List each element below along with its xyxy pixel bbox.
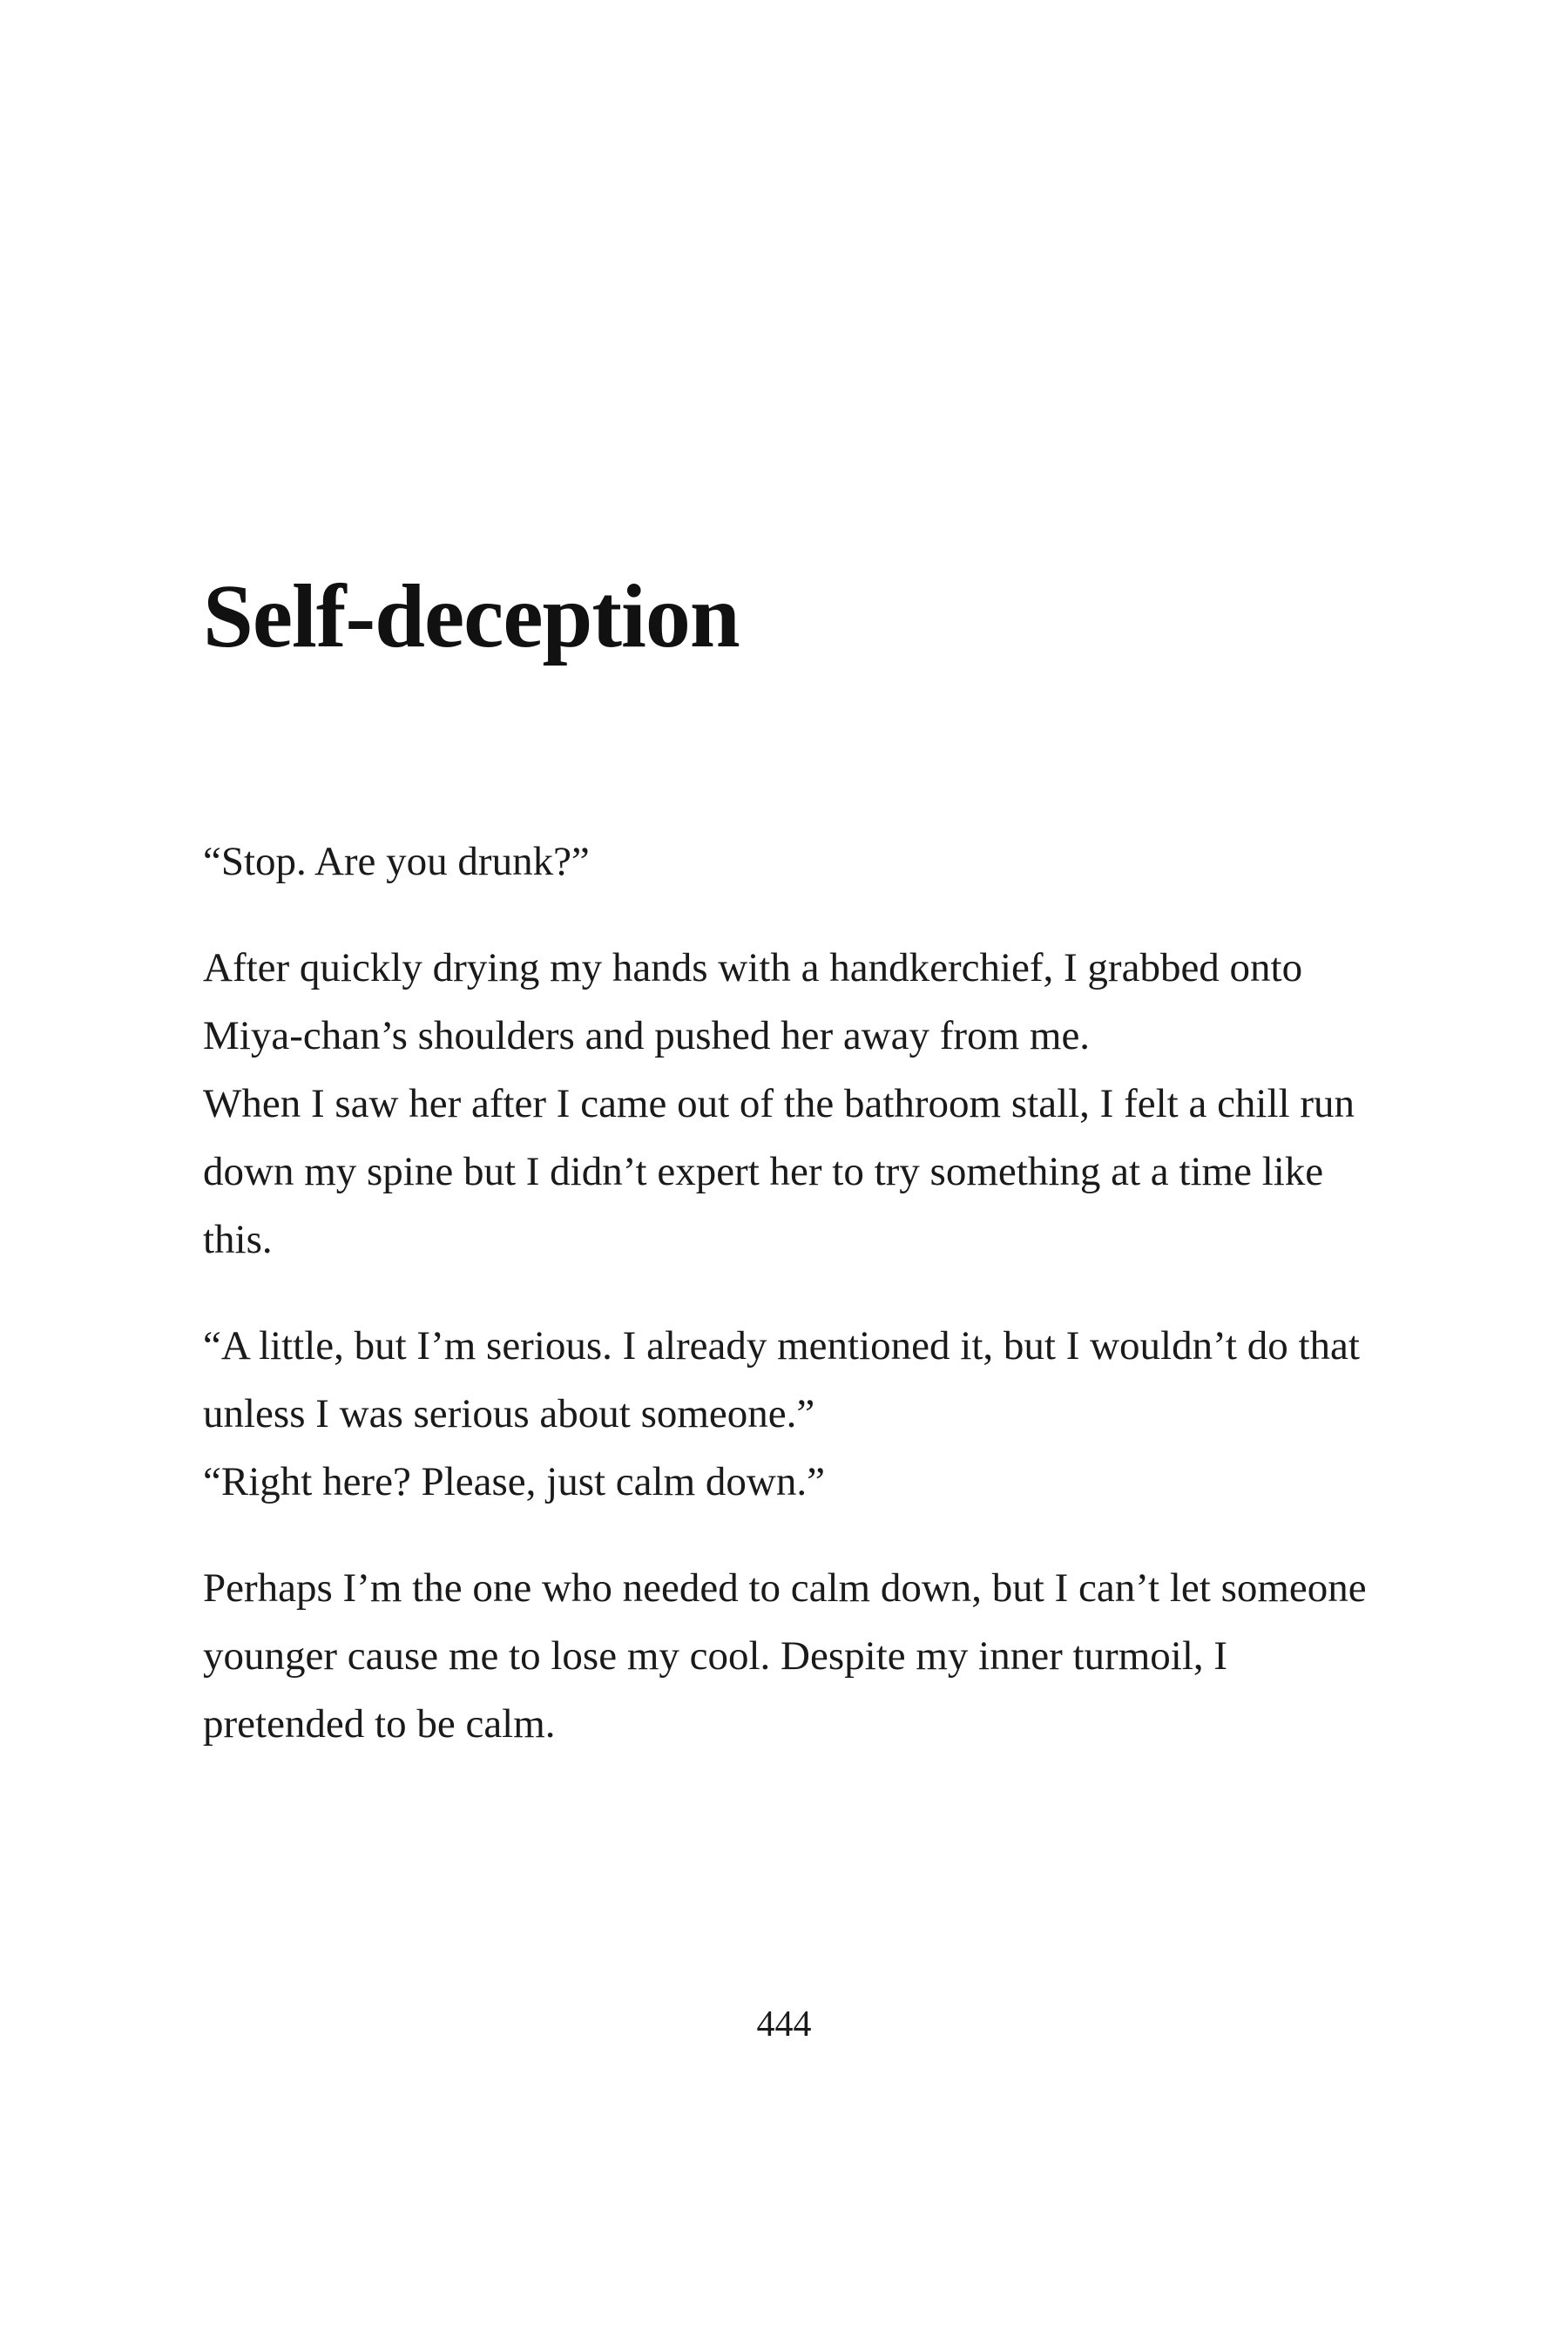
paragraph: “Right here? Please, just calm down.”: [203, 1459, 825, 1504]
paragraph: “Stop. Are you drunk?”: [203, 839, 590, 884]
chapter-body: [203, 828, 1370, 1758]
paragraph: “A little, but I’m serious. I already mentioned it, but I wouldn’t do that unless I was serious about someone.”: [203, 1323, 1360, 1436]
page-number: 444: [756, 2004, 812, 2044]
paragraph: Perhaps I’m the one who needed to calm down, but I can’t let someone younger cause me to lose my cool. Despite my inner turmoil, I pretended to be calm.: [203, 1565, 1367, 1747]
paragraph: After quickly drying my hands with a handkerchief, I grabbed onto Miya-chan’s shoulders and pushed her away from me.: [203, 945, 1303, 1058]
paragraph: When I saw her after I came out of the bathroom stall, I felt a chill run down my spine but I didn’t expert her to try something at a time like this.: [203, 1081, 1355, 1262]
chapter-title: Self-deception: [203, 566, 740, 666]
